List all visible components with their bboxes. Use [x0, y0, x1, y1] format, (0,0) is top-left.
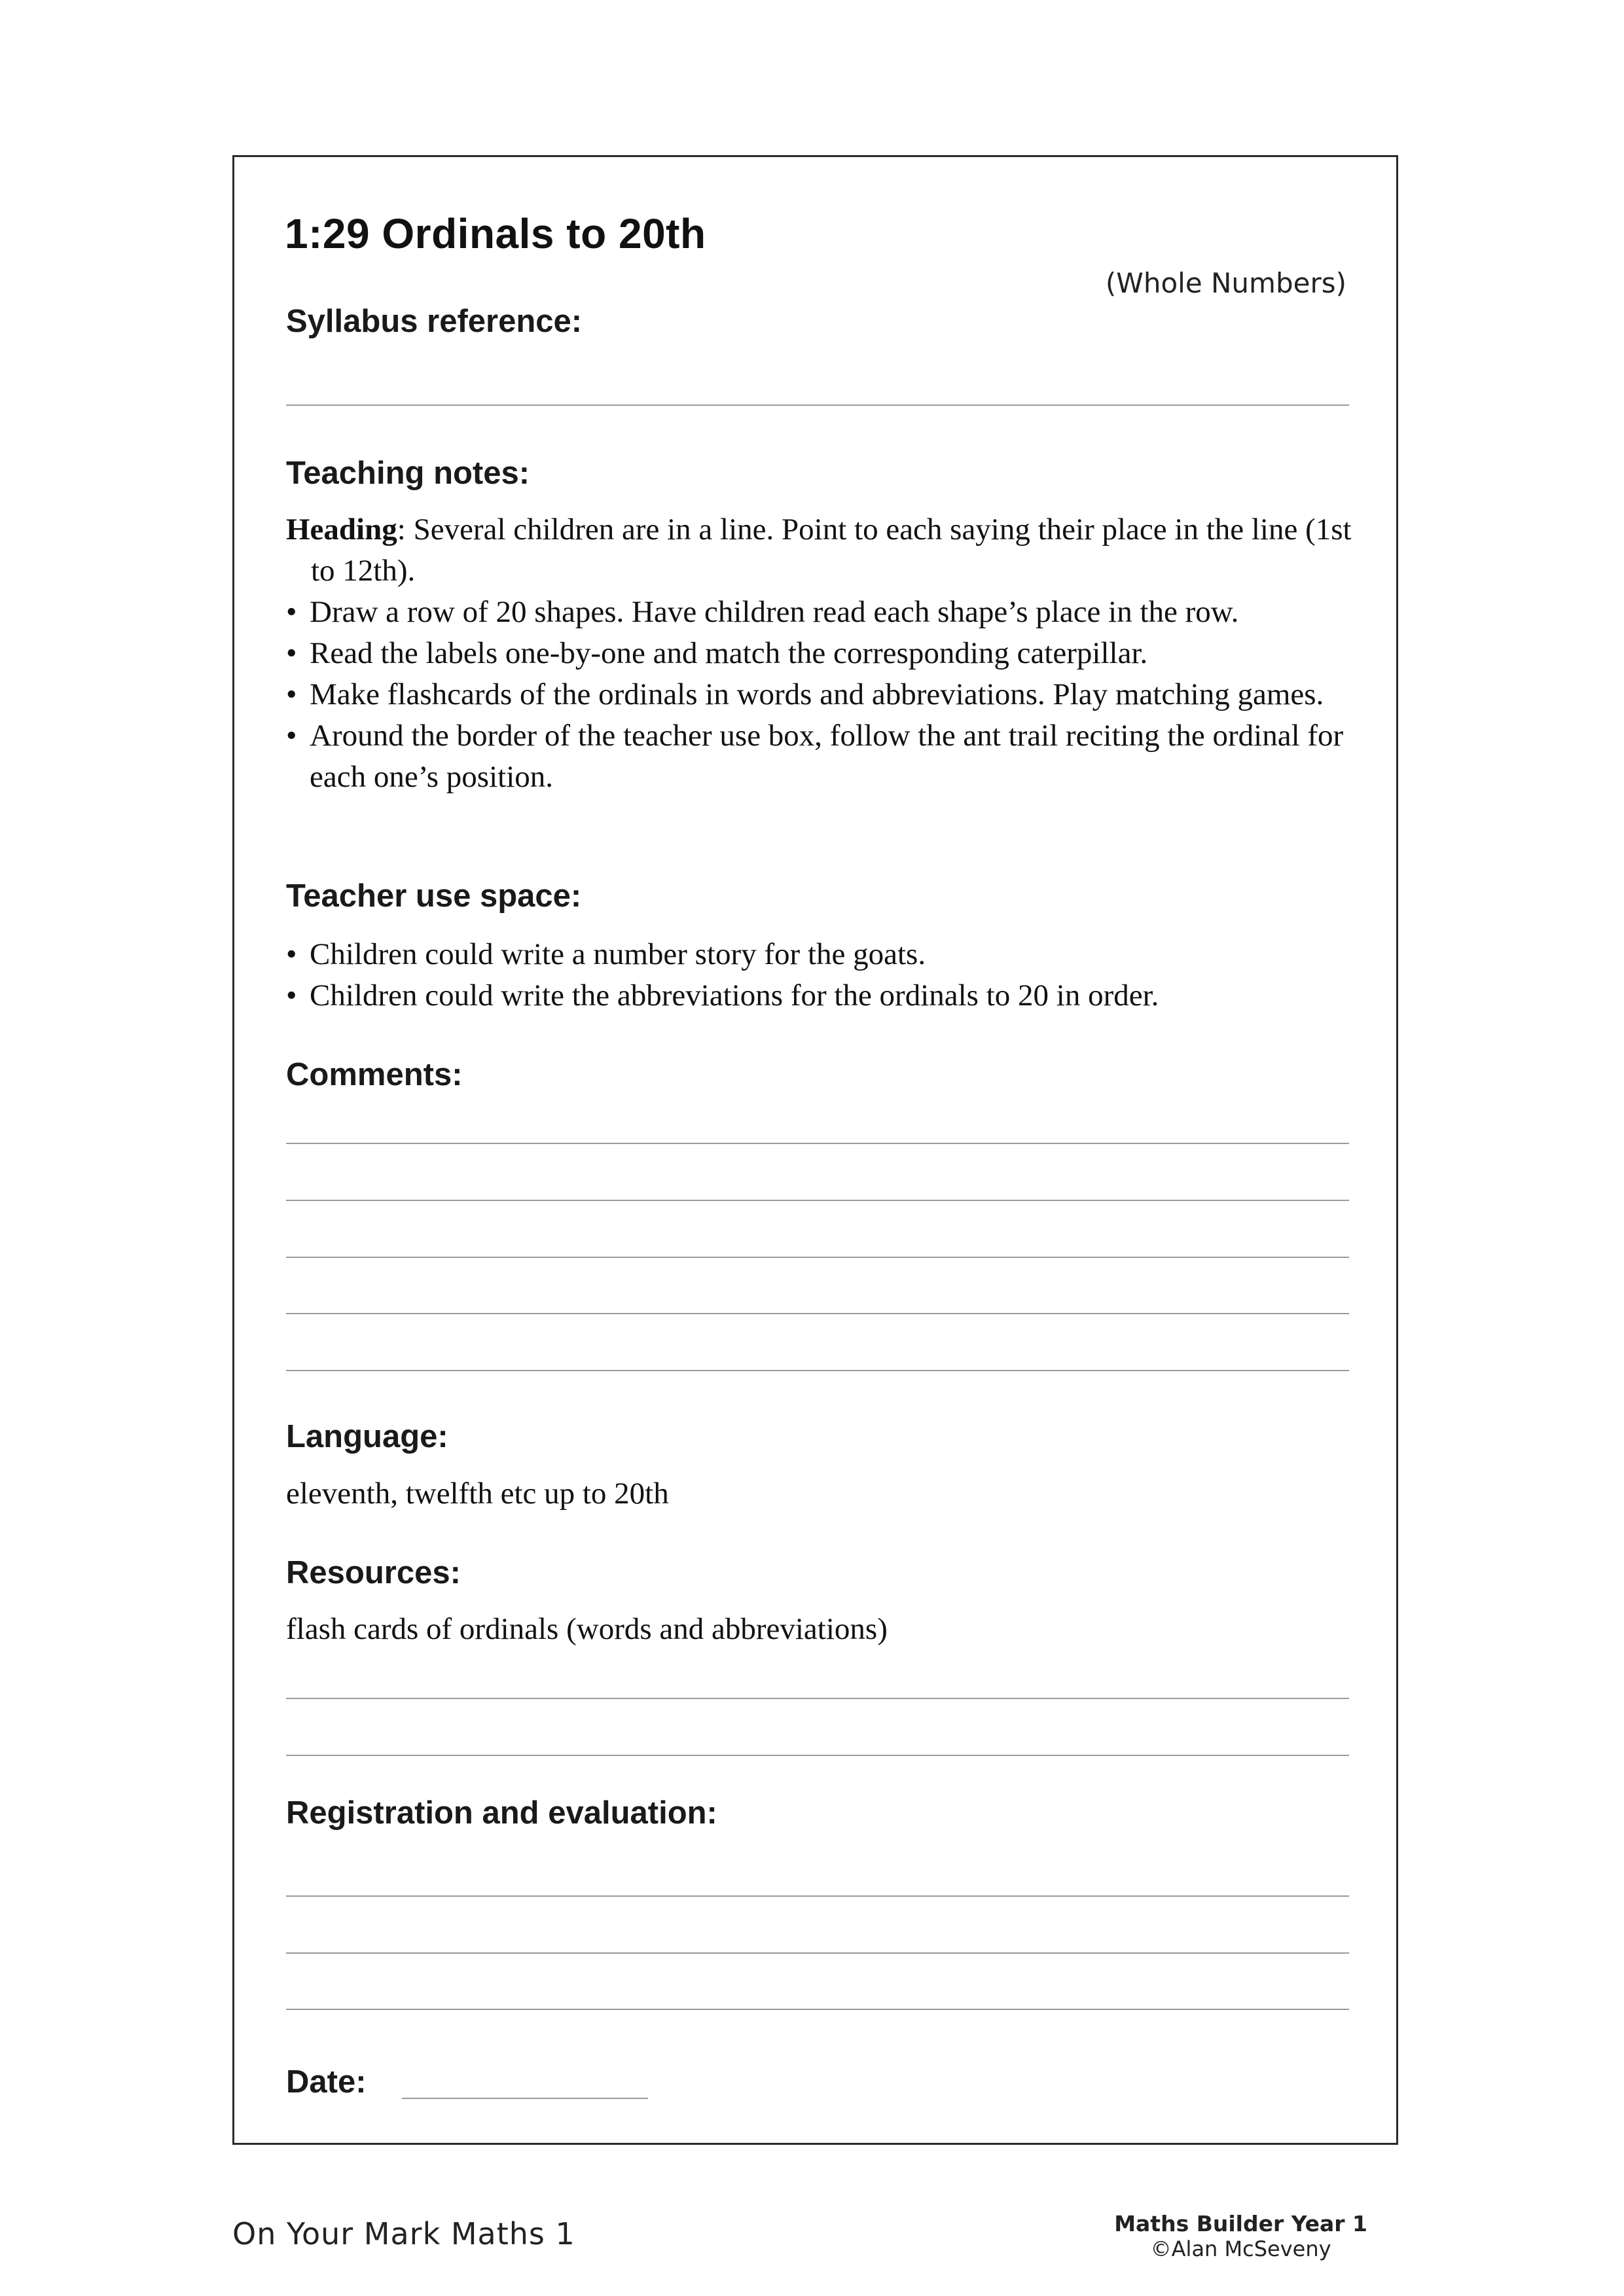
page-title: 1:29 Ordinals to 20th — [285, 210, 706, 257]
list-item: • Draw a row of 20 shapes. Have children read each shape’s place in the row. — [286, 595, 1239, 629]
teacher-use-body — [286, 934, 1360, 1016]
list-item: • Children could write the abbreviations for the ordinals to 20 in order. — [286, 978, 1159, 1013]
strand-label: (Whole Numbers) — [1105, 267, 1346, 299]
heading-note — [286, 509, 1360, 592]
comments-write-line — [286, 1370, 1349, 1371]
teacher-use-heading: Teacher use space: — [286, 878, 582, 914]
registration-write-line — [286, 1895, 1349, 1897]
footer-series: On Your Mark Maths 1 — [232, 2216, 575, 2251]
teaching-notes-body — [286, 509, 1360, 798]
footer-credit — [1114, 2211, 1367, 2261]
registration-write-line — [286, 1952, 1349, 1954]
heading-text: : Several children are in a line. Point to each saying their place in the line (1st to 12th). — [311, 512, 1352, 588]
comments-write-line — [286, 1143, 1349, 1144]
heading-term: Heading — [286, 512, 397, 547]
resources-heading: Resources: — [286, 1555, 461, 1590]
registration-write-line — [286, 2009, 1349, 2010]
date-write-line — [402, 2098, 648, 2099]
resources-text: flash cards of ordinals (words and abbreviations) — [286, 1612, 888, 1646]
comments-write-line — [286, 1257, 1349, 1258]
syllabus-heading: Syllabus reference: — [286, 304, 583, 339]
resources-write-line — [286, 1755, 1349, 1756]
list-item: • Make flashcards of the ordinals in words and abbreviations. Play matching games. — [286, 677, 1324, 711]
comments-heading: Comments: — [286, 1057, 463, 1092]
comments-write-line — [286, 1313, 1349, 1314]
language-heading: Language: — [286, 1419, 448, 1454]
language-text: eleventh, twelfth etc up to 20th — [286, 1477, 669, 1511]
list-item: • Read the labels one-by-one and match the corresponding caterpillar. — [286, 636, 1148, 670]
syllabus-write-line — [286, 404, 1349, 406]
page-frame — [232, 155, 1398, 2145]
registration-heading: Registration and evaluation: — [286, 1795, 717, 1831]
list-item: • Children could write a number story for the goats. — [286, 937, 926, 971]
comments-write-line — [286, 1200, 1349, 1201]
resources-write-line — [286, 1698, 1349, 1699]
footer-book-title: Maths Builder Year 1 — [1114, 2211, 1367, 2236]
list-item: • Around the border of the teacher use box, follow the ant trail reciting the ordinal for each one’s position. — [286, 719, 1344, 794]
footer-copyright: ©Alan McSeveny — [1150, 2236, 1331, 2261]
date-label: Date: — [286, 2064, 367, 2100]
teaching-notes-heading: Teaching notes: — [286, 456, 530, 491]
